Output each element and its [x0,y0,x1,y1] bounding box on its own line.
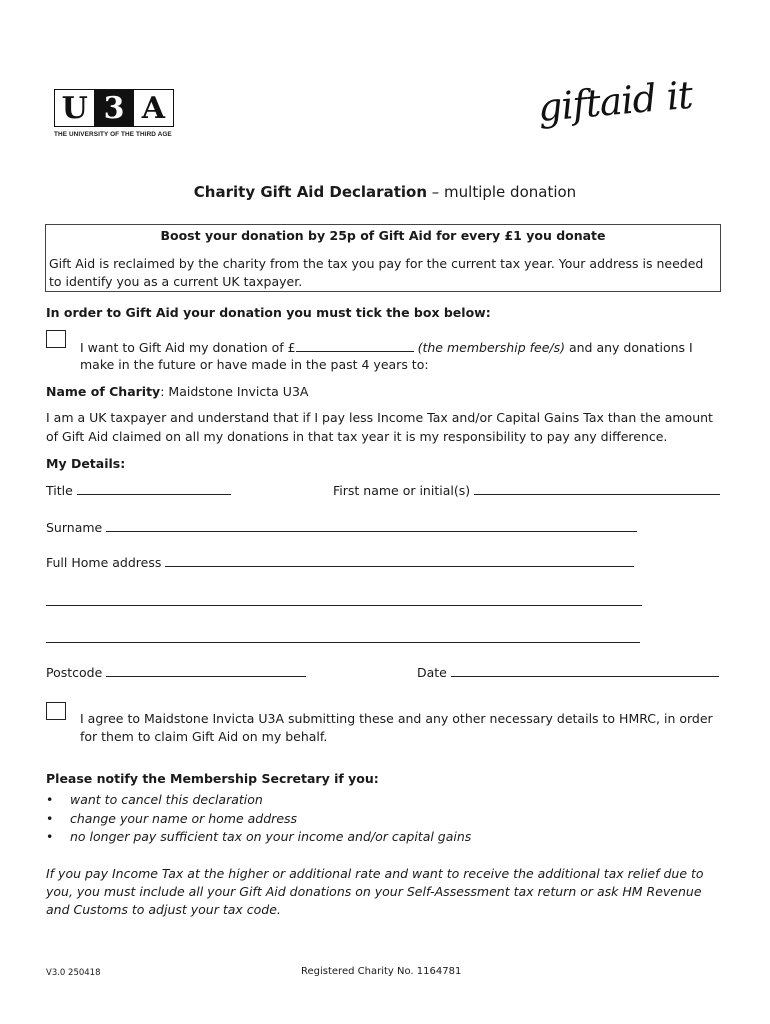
postcode-input[interactable] [106,663,306,677]
donation-text-1: I want to Gift Aid my donation of £ [80,340,296,355]
notify-heading: Please notify the Membership Secretary if you: [46,771,379,786]
list-item [46,828,472,846]
my-details-heading: My Details: [46,456,126,471]
address-field [46,553,634,572]
title-input[interactable] [77,481,231,495]
donation-text-2: and any donations I [564,340,693,355]
u3a-logo-box [54,89,174,127]
charity-value: : Maidstone Invicta U3A [160,384,309,399]
postcode-label: Postcode [46,665,103,680]
postcode-field [46,663,306,682]
date-field [417,663,719,682]
first-name-input[interactable] [474,481,720,495]
bullet-icon: • [46,829,54,844]
list-item-text: no longer pay sufficient tax on your income and/or capital gains [70,829,472,844]
address-input-2[interactable] [46,605,642,606]
u3a-logo [54,89,176,141]
title-label: Title [46,483,73,498]
u3a-letter-u: U [61,90,88,126]
first-name-field [333,481,720,500]
page-title [0,183,770,201]
list-item [46,791,263,809]
taxpayer-line-2: of Gift Aid claimed on all my donations in that tax year it is my responsibility to pay any difference. [46,429,668,444]
charity-name [46,383,308,401]
u3a-subtitle: THE UNIVERSITY OF THE THIRD AGE [54,131,172,138]
tick-instruction: In order to Gift Aid your donation you must tick the box below: [46,305,491,320]
bullet-icon: • [46,792,54,807]
donation-amount-field[interactable] [296,338,414,352]
boost-info-box [45,224,721,292]
surname-field [46,518,637,537]
address-label: Full Home address [46,555,162,570]
u3a-letter-3: 3 [94,90,133,126]
higher-rate-line-3: and Customs to adjust your tax code. [46,902,281,917]
date-input[interactable] [451,663,719,677]
list-item-text: change your name or home address [70,811,298,826]
version-text: V3.0 250418 [46,968,101,978]
title-main: Charity Gift Aid Declaration [193,183,427,201]
charity-label: Name of Charity [46,384,161,399]
gift-aid-checkbox[interactable] [46,330,66,348]
higher-rate-line-1: If you pay Income Tax at the higher or additional rate and want to receive the additional tax relief due to [46,866,704,881]
surname-input[interactable] [106,518,637,532]
agree-line-1: I agree to Maidstone Invicta U3A submitting these and any other necessary details to HMRC, in order [80,711,713,726]
donation-line-2: make in the future or have made in the past 4 years to: [80,357,429,372]
surname-label: Surname [46,520,103,535]
donation-italic: (the membership fee/s) [417,340,565,355]
u3a-letter-a: A [141,90,165,126]
date-label: Date [417,665,447,680]
agree-checkbox[interactable] [46,702,66,720]
boost-body: Gift Aid is reclaimed by the charity from the tax you pay for the current tax year. Your address is needed to identify you as a current UK taxpayer. [49,256,704,289]
title-field [46,481,231,500]
list-item-text: want to cancel this declaration [70,792,263,807]
higher-rate-line-2: you, you must include all your Gift Aid donations on your Self-Assessment tax return or ask HM Revenue [46,884,702,899]
giftaid-it-logo: giftaid it [536,72,694,130]
donation-line-1 [80,338,693,357]
list-item [46,810,298,828]
boost-heading: Boost your donation by 25p of Gift Aid for every £1 you donate [160,228,606,243]
address-input-3[interactable] [46,642,640,643]
taxpayer-line-1: I am a UK taxpayer and understand that if I pay less Income Tax and/or Capital Gains Tax than the amount [46,410,713,425]
first-name-label: First name or initial(s) [333,483,471,498]
agree-line-2: for them to claim Gift Aid on my behalf. [80,729,328,744]
title-suffix: – multiple donation [427,183,577,201]
address-input-1[interactable] [165,553,634,567]
bullet-icon: • [46,811,54,826]
charity-number: Registered Charity No. 1164781 [301,966,462,977]
